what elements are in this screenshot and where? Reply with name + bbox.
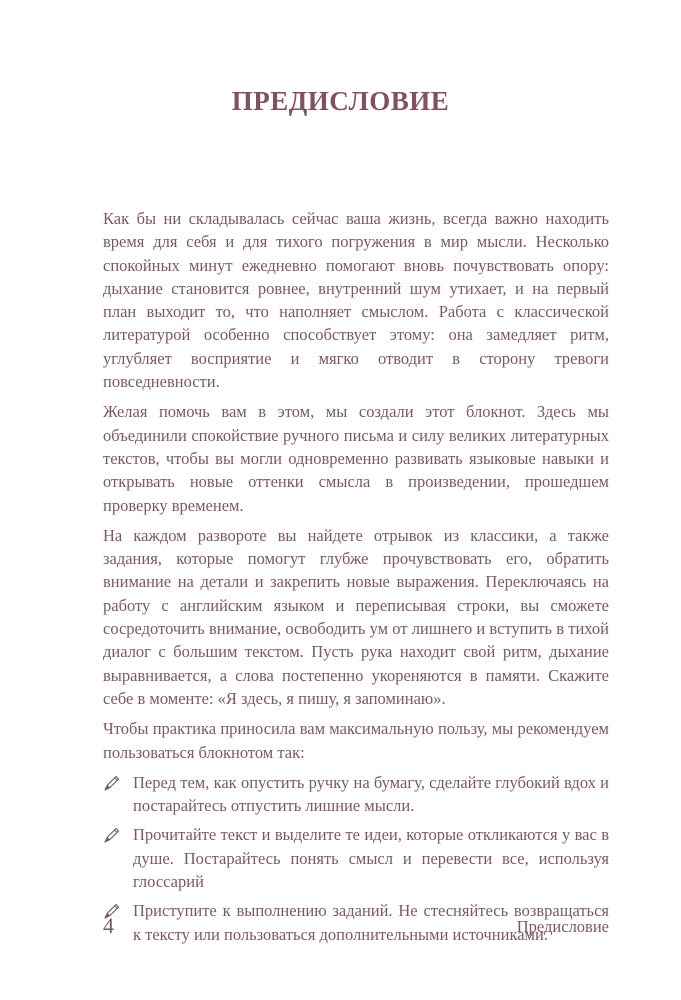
paragraph: Чтобы практика приносила вам максимальную пользу, мы рекомендуем пользоваться блокнотом так:	[103, 719, 609, 762]
page-number: 4	[103, 913, 114, 938]
pen-icon	[103, 774, 121, 792]
running-footer-section: Предисловие	[516, 917, 609, 936]
tip-text: Перед тем, как опустить ручку на бумагу, сделайте глубокий вдох и постарайтесь отпустить лишние мысли.	[133, 772, 609, 816]
paragraph: На каждом развороте вы найдете отрывок из классики, а также задания, которые помогут глубже прочувствовать его, обратить внимание на детали и закрепить новые выражения. Переключаясь на работу с английским языком и переписывая строки, вы сможете сосредоточить внимание, освободить ум от лишнего и вступить в тихой диалог с большим текстом. Пусть рука находит свой ритм, дыхание выравнивается, а слова постепенно укореняются в памяти. Скажите себе в моменте: «Я здесь, я пишу, я запоминаю».	[103, 525, 609, 708]
page-title: ПРЕДИСЛОВИЕ	[231, 86, 450, 116]
paragraph: Желая помочь вам в этом, мы создали этот блокнот. Здесь мы объединили спокойствие ручного письма и силу великих литературных текстов, чтобы вы могли одновременно развивать языковые навыки и открывать новые оттенки смысла в произведении, прошедшем проверку временем.	[103, 402, 609, 515]
page-content	[103, 207, 609, 952]
tip-text: Прочитайте текст и выделите те идеи, которые откликаются у вас в душе. Постарайтесь понять смысл и перевести все, используя глоссарий	[133, 825, 609, 892]
paragraph: Как бы ни складывалась сейчас ваша жизнь, всегда важно находить время для себя и для тихого погружения в мир мысли. Несколько спокойных минут ежедневно помогают вновь почувствовать опору: дыхание становится ровнее, внутренний шум утихает, и на первый план выходит то, что наполняет смыслом. Работа с классической литературой особенно способствует этому: она замедляет ритм, углубляет восприятие и мягко отводит в сторону тревоги повседневности.	[103, 209, 609, 392]
tip-text: Приступите к выполнению заданий. Не стесняйтесь возвращаться к тексту или пользоваться дополнительными источниками.	[133, 901, 609, 944]
list-item	[103, 823, 609, 893]
list-item	[103, 771, 609, 818]
pen-icon	[103, 826, 121, 844]
